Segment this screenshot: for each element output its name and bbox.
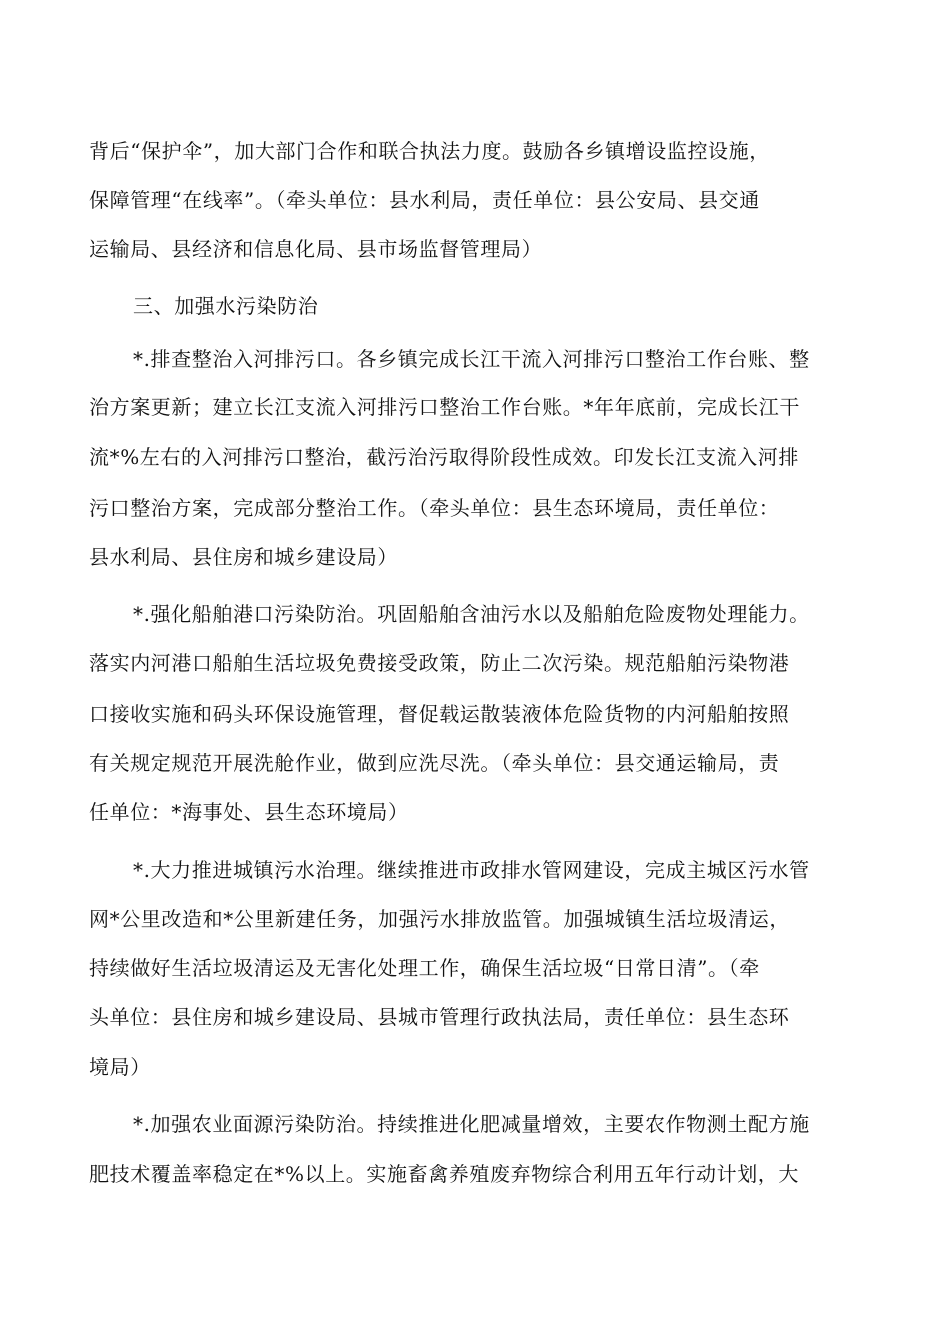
paragraph-line: 任单位：*海事处、县生态环境局）	[89, 800, 409, 824]
paragraph-line: 落实内河港口船舶生活垃圾免费接受政策，防止二次污染。规范船舶污染物港	[89, 651, 790, 675]
paragraph-line: 口接收实施和码头环保设施管理，督促载运散装液体危险货物的内河船舶按照	[89, 702, 790, 726]
paragraph-line: 头单位：县住房和城乡建设局、县城市管理行政执法局，责任单位：县生态环	[89, 1005, 790, 1029]
paragraph-line: 肥技术覆盖率稳定在*%以上。实施畜禽养殖废弃物综合利用五年行动计划，大	[89, 1162, 800, 1186]
paragraph-line: 保障管理“在线率”。（牵头单位：县水利局，责任单位：县公安局、县交通	[89, 188, 760, 212]
paragraph-line: 治方案更新；建立长江支流入河排污口整治工作台账。*年年底前，完成长江干	[89, 395, 800, 419]
paragraph-line: *.大力推进城镇污水治理。继续推进市政排水管网建设，完成主城区污水管	[133, 858, 810, 882]
paragraph-line: 背后“保护伞”，加大部门合作和联合执法力度。鼓励各乡镇增设监控设施，	[89, 139, 770, 163]
paragraph-line: *.排查整治入河排污口。各乡镇完成长江干流入河排污口整治工作台账、整	[133, 347, 810, 371]
paragraph-line: 县水利局、县住房和城乡建设局）	[89, 545, 398, 569]
paragraph-line: 运输局、县经济和信息化局、县市场监督管理局）	[89, 237, 543, 261]
section-heading: 三、加强水污染防治	[133, 294, 319, 318]
paragraph-line: 有关规定规范开展洗舱作业，做到应洗尽洗。（牵头单位：县交通运输局，责	[89, 751, 780, 775]
paragraph-line: 污口整治方案，完成部分整治工作。（牵头单位：县生态环境局，责任单位：	[89, 496, 780, 520]
paragraph-line: 持续做好生活垃圾清运及无害化处理工作，确保生活垃圾“日常日清”。（牵	[89, 956, 760, 980]
paragraph-line: *.强化船舶港口污染防治。巩固船舶含油污水以及船舶危险废物处理能力。	[133, 602, 810, 626]
paragraph-line: 流*%左右的入河排污口整治，截污治污取得阶段性成效。印发长江支流入河排	[89, 445, 800, 469]
paragraph-line: 网*公里改造和*公里新建任务，加强污水排放监管。加强城镇生活垃圾清运，	[89, 907, 790, 931]
paragraph-line: 境局）	[89, 1055, 151, 1079]
paragraph-line: *.加强农业面源污染防治。持续推进化肥减量增效，主要农作物测土配方施	[133, 1112, 810, 1136]
